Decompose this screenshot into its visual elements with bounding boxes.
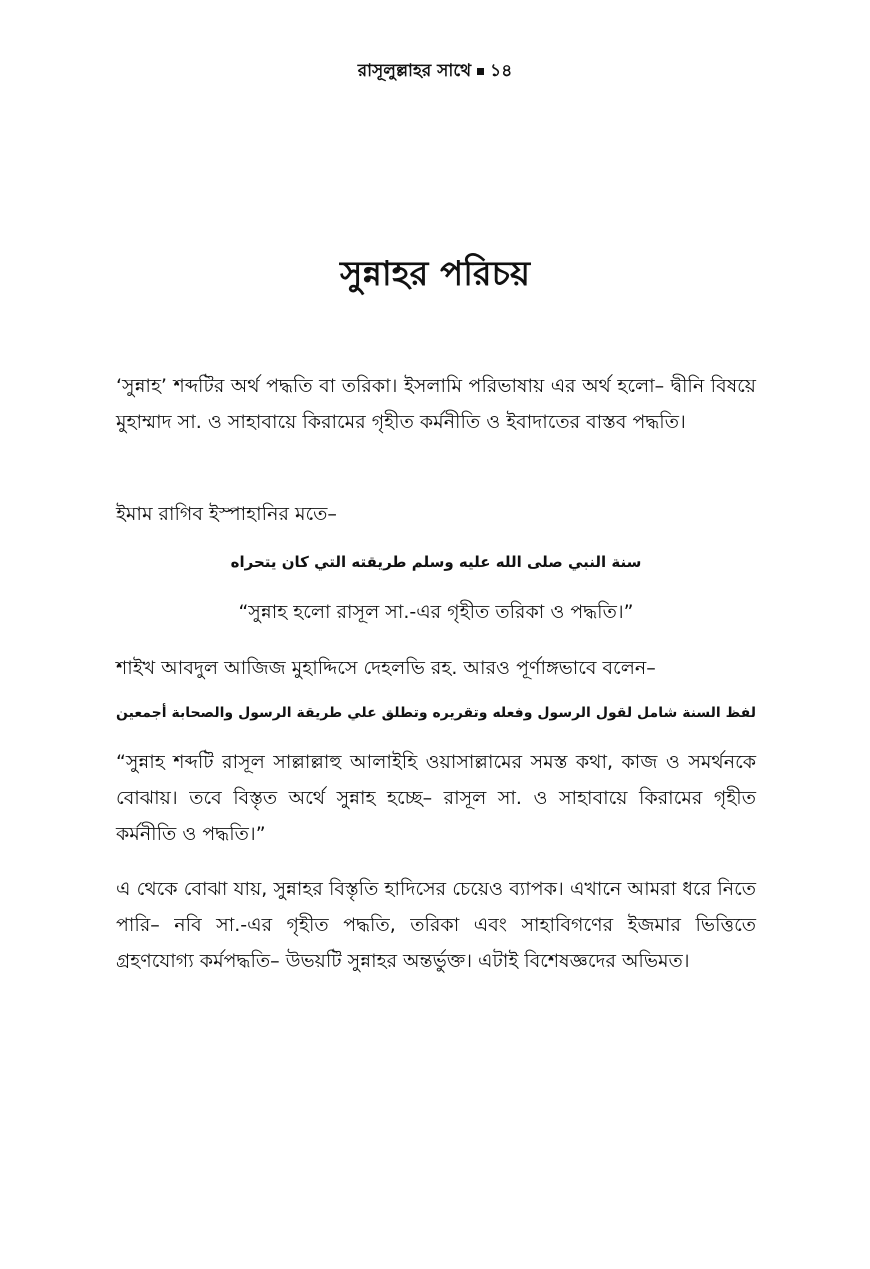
arabic-quote-raghib: سنة النبي صلى الله عليه وسلم طريقته التي كان يتحراه: [230, 553, 642, 571]
separator-square-icon: [477, 68, 484, 75]
paragraph-raghib-intro: ইমাম রাগিব ইস্পাহানির মতে–: [116, 503, 337, 525]
running-title: রাসূলুল্লাহর সাথে: [357, 61, 472, 81]
page-number: ১৪: [490, 61, 513, 81]
paragraph-conclusion: এ থেকে বোঝা যায়, সুন্নাহর বিস্তৃতি হাদিসের চেয়েও ব্যাপক। এখানে আমরা ধরে নিতে পারি– নবি সা.-এর গৃহীত পদ্ধতি, তরিকা এবং সাহাবিগণের ইজমার ভিত্তিতে গ্রহণযোগ্য কর্মপদ্ধতি– উভয়টি সুন্নাহর অন্তর্ভুক্ত। এটাই বিশেষজ্ঞদের অভিমত।: [116, 878, 756, 972]
running-header: [0, 58, 870, 86]
paragraph-definition: ‘সুন্নাহ’ শব্দটির অর্থ পদ্ধতি বা তরিকা। ইসলামি পরিভাষায় এর অর্থ হলো– দ্বীনি বিষয়ে মুহাম্মাদ সা. ও সাহাবায়ে কিরামের গৃহীত কর্মনীতি ও ইবাদাতের বাস্তব পদ্ধতি।: [116, 375, 756, 433]
translation-quote-dehlvi: “সুন্নাহ শব্দটি রাসূল সাল্লাল্লাহু আলাইহি ওয়াসাল্লামের সমস্ত কথা, কাজ ও সমর্থনকে বোঝায়। তবে বিস্তৃত অর্থে সুন্নাহ হচ্ছে– রাসূল সা. ও সাহাবায়ে কিরামের গৃহীত কর্মনীতি ও পদ্ধতি।”: [116, 751, 756, 845]
chapter-title: সুন্নাহর পরিচয়: [339, 254, 531, 294]
translation-quote-raghib: “সুন্নাহ হলো রাসূল সা.-এর গৃহীত তরিকা ও পদ্ধতি।”: [238, 601, 634, 623]
paragraph-dehlvi-intro: শাইখ আবদুল আজিজ মুহাদ্দিসে দেহলভি রহ. আরও পূর্ণাঙ্গভাবে বলেন–: [116, 657, 656, 679]
arabic-quote-dehlvi: لفظ السنة شامل لقول الرسول وفعله وتقريره وتطلق علي طريقة الرسول والصحابة أجمعين: [116, 705, 756, 721]
